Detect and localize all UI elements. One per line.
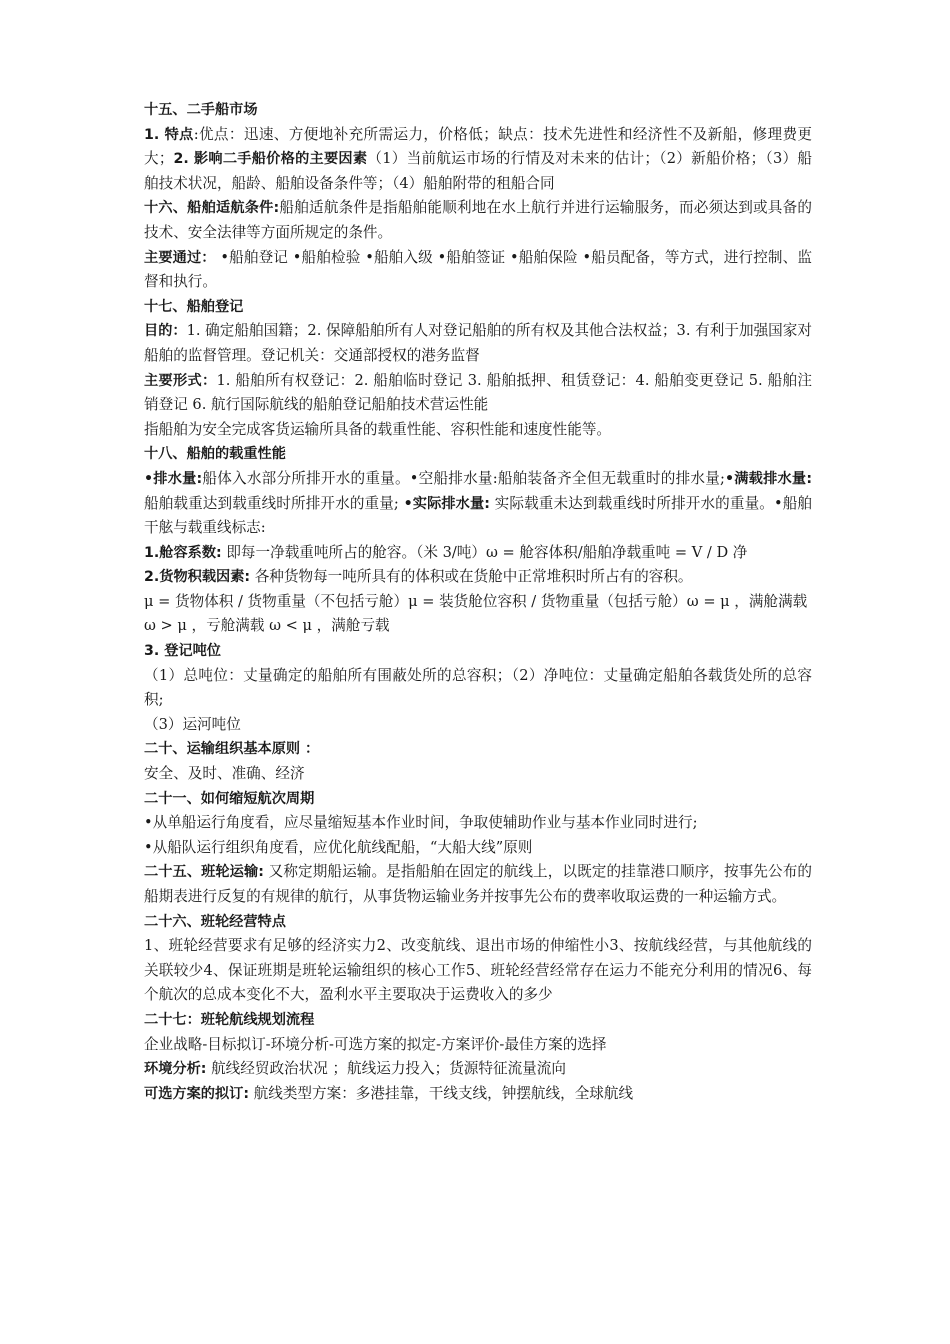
paragraph xyxy=(144,762,812,787)
text-run: 又称定期船运输。是指船舶在固定的航线上，以既定的挂靠港口顺序，按事先公布的船期表进行反复的有规律的航行，从事货物运输业务并按事先公布的费率收取运费的一种运输方式。 xyxy=(144,863,812,905)
paragraph xyxy=(144,934,812,1008)
paragraph xyxy=(144,295,812,320)
text-run: （1）总吨位：丈量确定的船舶所有围蔽处所的总容积；（2）净吨位：丈量确定船舶各载货处所的总容积; xyxy=(144,666,812,709)
bold-text: 环境分析: xyxy=(144,1061,207,1078)
paragraph xyxy=(144,664,812,713)
bold-text: 3. 登记吨位 xyxy=(144,643,221,660)
text-run: •从船队运行组织角度看，应优化航线配船，“大船大线”原则 xyxy=(144,838,533,856)
text-run: μ = 货物体积 / 货物重量（不包括亏舱）μ = 装货舱位容积 / 货物重量（包括亏舱）ω = μ ，满舱满载 xyxy=(144,592,808,610)
paragraph xyxy=(144,811,812,836)
bold-text: 主要通过： xyxy=(144,249,216,266)
bold-text: •排水量: xyxy=(144,470,203,487)
bold-text: •满载排水量: xyxy=(724,470,812,487)
bold-text: 2.货物积载因素: xyxy=(144,569,251,586)
text-run: 1. 船舶所有权登记：2. 船舶临时登记 3. 船舶抵押、租赁登记：4. 船舶变更登记 5. 船舶注销登记 6. 航行国际航线的船舶登记船舶技术营运性能 xyxy=(144,371,812,414)
document-page xyxy=(144,98,812,1106)
bold-text: 十六、船舶适航条件: xyxy=(144,200,280,217)
paragraph xyxy=(144,1008,812,1033)
paragraph xyxy=(144,442,812,467)
text-run: 航线经贸政治状况 ；航线运力投入；货源特征流量流向 xyxy=(206,1060,566,1078)
bold-text: 1. 特点 xyxy=(144,126,194,143)
paragraph xyxy=(144,910,812,935)
text-run: （3）运河吨位 xyxy=(144,715,241,733)
paragraph xyxy=(144,369,812,418)
paragraph xyxy=(144,123,812,197)
paragraph xyxy=(144,319,812,368)
bold-text: 可选方案的拟订: xyxy=(144,1085,249,1102)
paragraph xyxy=(144,713,812,738)
paragraph xyxy=(144,246,812,295)
paragraph xyxy=(144,614,812,639)
paragraph xyxy=(144,98,812,123)
bold-text: 1.舱容系数: xyxy=(144,544,222,561)
text-run: 船体入水部分所排开水的重量。•空船排水量:船舶装备齐全但无载重时的排水量; xyxy=(202,469,725,487)
bold-text: 十七、船舶登记 xyxy=(144,298,244,315)
paragraph xyxy=(144,737,812,762)
bold-text: 二十六、班轮经营特点 xyxy=(144,913,286,930)
text-run: •船舶登记 •船舶检验 •船舶入级 •船舶签证 •船舶保险 •船员配备，等方式，进行控制、监督和执行。 xyxy=(144,248,812,291)
paragraph xyxy=(144,1082,812,1107)
paragraph xyxy=(144,467,812,541)
paragraph xyxy=(144,541,812,566)
text-run: 安全、及时、准确、经济 xyxy=(144,765,305,783)
paragraph xyxy=(144,1033,812,1058)
text-run: :优点：迅速、方便地补充所需运力，价格低；缺点：技术先进性和经济性不及新船，修理费更大； xyxy=(144,125,813,168)
text-run: 企业战略-目标拟订-环境分析-可选方案的拟定-方案评价-最佳方案的选择 xyxy=(144,1035,607,1053)
bold-text: 二十五、班轮运输: xyxy=(144,864,264,881)
bold-text: 十八、船舶的载重性能 xyxy=(144,446,286,463)
text-run: 船舶载重达到载重线时所排开水的重量; xyxy=(144,494,404,512)
bold-text: 二十七：班轮航线规划流程 xyxy=(144,1011,315,1028)
text-run: （1）当前航运市场的行情及对未来的估计；（2）新船价格；（3）船舶技术状况，船龄、船舶设备条件等；（4）船舶附带的租船合同 xyxy=(144,150,812,192)
bold-text: 主要形式： xyxy=(144,372,217,389)
text-run: ω > μ ，亏舱满载 ω < μ ，满舱亏载 xyxy=(144,617,390,635)
bold-text: 二十、运输组织基本原则 ： xyxy=(144,741,320,758)
paragraph xyxy=(144,787,812,812)
bold-text: 十五、二手船市场 xyxy=(144,102,258,118)
paragraph xyxy=(144,196,812,245)
bold-text: 目的： xyxy=(144,323,187,340)
paragraph xyxy=(144,836,812,861)
text-run: 航线类型方案：多港挂靠，干线支线，钟摆航线，全球航线 xyxy=(249,1084,634,1102)
paragraph xyxy=(144,860,812,909)
paragraph xyxy=(144,1057,812,1082)
text-run: 即每一净载重吨所占的舱容。（米 3/吨）ω = 舱容体积/船舶净载重吨 = V / D 净 xyxy=(221,543,748,561)
text-run: 1. 确定船舶国籍；2. 保障船舶所有人对登记船舶的所有权及其他合法权益；3. 有利于加强国家对船舶的监督管理。登记机关：交通部授权的港务监督 xyxy=(144,322,812,364)
bold-text: 二十一、如何缩短航次周期 xyxy=(144,790,315,807)
text-run: 指船舶为安全完成客货运输所具备的载重性能、容积性能和速度性能等。 xyxy=(144,420,612,438)
paragraph xyxy=(144,590,812,615)
text-run: 各种货物每一吨所具有的体积或在货舱中正常堆积时所占有的容积。 xyxy=(250,568,693,586)
paragraph xyxy=(144,639,812,664)
bold-text: •实际排水量: xyxy=(403,495,490,512)
text-run: •从单船运行角度看，应尽量缩短基本作业时间，争取使辅助作业与基本作业同时进行; xyxy=(144,814,698,832)
paragraph xyxy=(144,418,812,443)
text-run: 实际载重未达到载重线时所排开水的重量。•船舶干舷与载重线标志: xyxy=(144,494,813,537)
text-run: 1、班轮经营要求有足够的经济实力2、改变航线、退出市场的伸缩性小3、按航线经营，与其他航线的关联较少4、保证班期是班轮运输组织的核心工作5、班轮经营经常存在运力不能充分利用的情况6、每个航次的总成本变化不大，盈利水平主要取决于运费收入的多少 xyxy=(144,937,812,1004)
bold-text: 2. 影响二手船价格的主要因素 xyxy=(173,151,368,168)
paragraph xyxy=(144,565,812,590)
text-run: 船舶适航条件是指船舶能顺利地在水上航行并进行运输服务，而必须达到或具备的技术、安全法律等方面所规定的条件。 xyxy=(144,199,812,241)
